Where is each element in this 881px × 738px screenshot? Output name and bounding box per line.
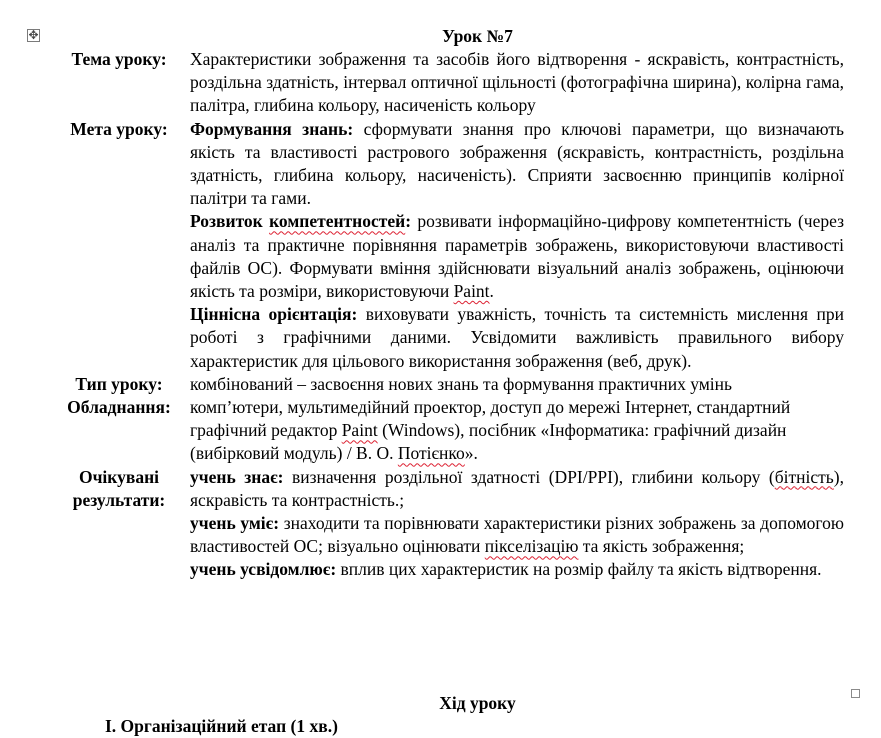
competence-paint: Paint — [453, 281, 490, 302]
row-results — [48, 466, 844, 582]
lesson-title: Урок №7 — [442, 26, 513, 46]
can-pixelization: пікселізацію — [484, 536, 579, 557]
goal-knowledge-paragraph — [190, 118, 844, 211]
equipment-paint: Paint — [341, 420, 378, 441]
knows-heading: учень знає: — [190, 466, 284, 487]
results-content[interactable] — [190, 466, 844, 582]
results-knows-paragraph — [190, 466, 844, 512]
row-topic — [48, 48, 844, 118]
knowledge-heading: Формування знань: — [190, 118, 354, 139]
results-label — [48, 466, 190, 582]
stage-title: I. Організаційний етап (1 хв.) — [105, 716, 338, 736]
equipment-label: Обладнання: — [67, 397, 171, 418]
realizes-text: вплив цих характеристик на розмір файлу та якість відтворення. — [336, 559, 822, 580]
type-label: Тип уроку: — [75, 373, 163, 394]
values-heading: Ціннісна орієнтація: — [190, 304, 358, 325]
realizes-heading: учень усвідомлює: — [190, 559, 337, 580]
competence-text-a: розвивати інформаційно-цифрову компетентність (через аналіз та практичне порівняння параметрів зображень, використовуючи властивості файлів ОС). Формувати вміння здійснювати візуальний аналіз зображень, оцінюючи якість та розміри, використовуючи — [190, 211, 844, 302]
competence-heading-c: : — [405, 211, 412, 232]
goal-label: Мета уроку: — [70, 118, 168, 139]
equipment-content[interactable] — [190, 396, 844, 466]
values-text: виховувати уважність, точність та системність мислення при роботі з графічними даними. Усвідомити важливість правильного вибору характеристик для цільового використання зображення (веб, друк). — [190, 304, 844, 371]
results-label-a: Очікувані — [78, 466, 160, 487]
topic-label: Тема уроку: — [71, 49, 167, 69]
results-realizes-paragraph — [190, 558, 844, 581]
lesson-plan-table — [48, 48, 844, 582]
row-equipment — [48, 396, 844, 466]
type-content[interactable] — [190, 373, 844, 396]
knows-text-b: ), яскравість та контрастність.; — [190, 466, 844, 510]
equipment-paragraph — [190, 396, 844, 466]
goal-content[interactable] — [190, 118, 844, 373]
section-title: Хід уроку — [439, 693, 516, 713]
can-text-b: та якість зображення; — [578, 536, 745, 557]
topic-content[interactable] — [190, 48, 844, 118]
row-type — [48, 373, 844, 396]
knowledge-text: сформувати знання про ключові параметри, що визначають якість та властивості растрового зображення (яскравість, контрастність, роздільна здатність, глибина кольору, насиченість). Сприяти засвоєнню принципів колірної палітри та гами. — [190, 118, 844, 209]
equipment-text-a: комп’ютери, мультимедійний проектор, доступ до мережі Інтернет, стандартний графічний редактор — [190, 397, 791, 441]
equipment-author: Потієнко — [397, 443, 465, 464]
knows-bitness: бітність — [774, 466, 834, 487]
results-can-paragraph — [190, 512, 844, 558]
table-move-handle-icon[interactable]: ✥ — [28, 28, 39, 42]
competence-heading-b: компетентностей — [269, 211, 406, 232]
competence-text-b: . — [489, 281, 494, 302]
topic-text: Характеристики зображення та засобів його відтворення - яскравість, контрастність, роздільна здатність, інтервал оптичної щільності (фотографічна ширина), колірна гама, палітра, глибина кольору, насиченість кольору — [190, 49, 844, 116]
results-label-b: результати: — [72, 489, 166, 510]
equipment-text-b: (Windows), посібник «Інформатика: графічний дизайн (вибірковий модуль) / В. О. — [190, 420, 787, 464]
type-text: комбінований – засвоєння нових знань та формування практичних умінь — [190, 373, 733, 394]
competence-heading-a: Розвиток — [190, 211, 270, 232]
knows-text-a: визначення роздільної здатності (DPI/PPI), глибини кольору ( — [283, 466, 775, 487]
goal-competence-paragraph — [190, 210, 844, 303]
goal-values-paragraph — [190, 303, 844, 373]
row-goal — [48, 118, 844, 373]
equipment-text-c: ». — [464, 443, 478, 464]
can-text-a: знаходити та порівнювати характеристики різних зображень за допомогою властивостей ОС; візуально оцінювати — [190, 513, 844, 557]
can-heading: учень уміє: — [190, 513, 280, 534]
